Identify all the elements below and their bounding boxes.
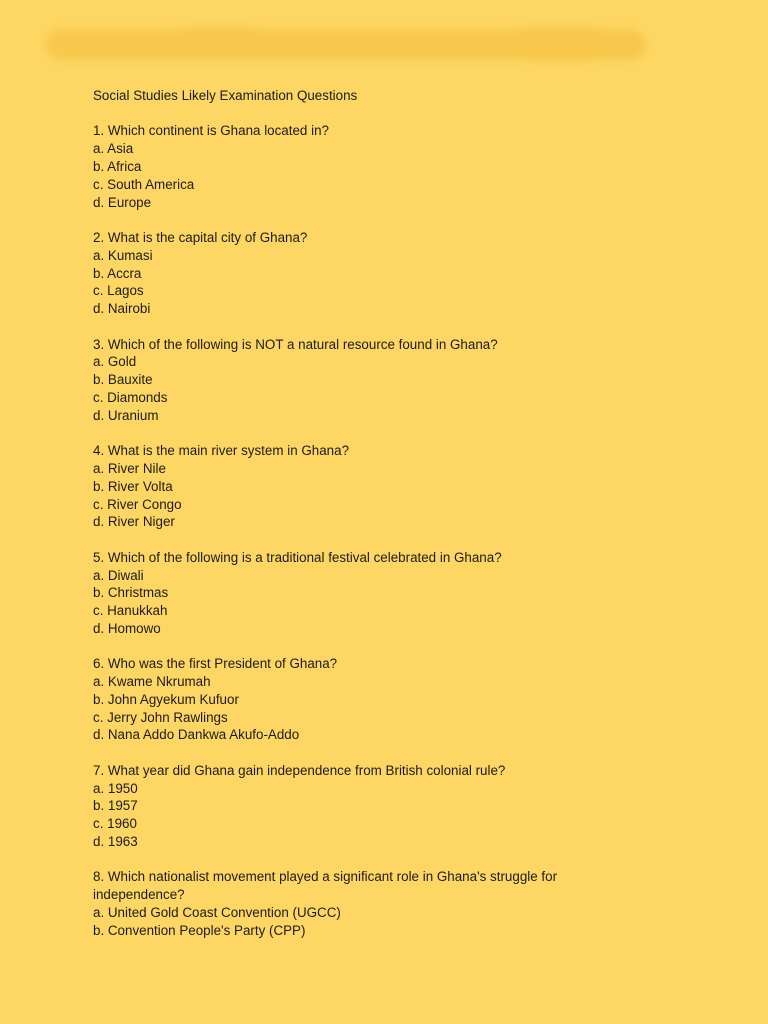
answer-option: a. Kwame Nkrumah (93, 674, 211, 690)
answer-option: a. Gold (93, 354, 137, 370)
answer-option: d. Nairobi (93, 301, 151, 317)
answer-option: b. Accra (93, 265, 142, 281)
question-block (93, 549, 693, 638)
question-text: 6. Who was the first President of Ghana? (93, 656, 338, 672)
answer-option: d. Homowo (93, 620, 161, 636)
answer-option: a. Asia (93, 141, 134, 157)
answer-option: b. Christmas (93, 585, 169, 601)
answer-option: b. 1957 (93, 798, 138, 814)
question-text: 3. Which of the following is NOT a natural resource found in Ghana? (93, 336, 498, 352)
answer-option: a. United Gold Coast Convention (UGCC) (93, 905, 341, 921)
question-block (93, 868, 693, 939)
question-text: 1. Which continent is Ghana located in? (93, 123, 329, 139)
question-text: 4. What is the main river system in Ghana? (93, 443, 350, 459)
answer-option: d. River Niger (93, 514, 175, 530)
answer-option: d. Uranium (93, 407, 159, 423)
document-title: Social Studies Likely Examination Questions (93, 88, 358, 103)
question-text: 8. Which nationalist movement played a significant role in Ghana's struggle for independence? (93, 869, 558, 903)
redaction-blur (40, 18, 654, 70)
answer-option: b. River Volta (93, 478, 173, 494)
question-block (93, 655, 693, 744)
answer-option: c. Jerry John Rawlings (93, 709, 228, 725)
answer-option: c. Diamonds (93, 389, 168, 405)
answer-option: a. Diwali (93, 567, 144, 583)
answer-option: d. Europe (93, 194, 152, 210)
answer-option: c. Lagos (93, 283, 144, 299)
answer-option: b. Bauxite (93, 372, 153, 388)
question-block (93, 762, 693, 851)
answer-option: d. 1963 (93, 834, 138, 850)
answer-option: c. South America (93, 176, 195, 192)
question-block (93, 122, 693, 211)
answer-option: b. John Agyekum Kufuor (93, 691, 239, 707)
answer-option: b. Africa (93, 158, 142, 174)
answer-option: c. River Congo (93, 496, 182, 512)
question-block (93, 229, 693, 318)
answer-option: b. Convention People's Party (CPP) (93, 922, 306, 938)
answer-option: d. Nana Addo Dankwa Akufo-Addo (93, 727, 300, 743)
answer-option: c. Hanukkah (93, 603, 168, 619)
question-text: 7. What year did Ghana gain independence from British colonial rule? (93, 762, 506, 778)
question-text: 5. Which of the following is a traditional festival celebrated in Ghana? (93, 549, 502, 565)
answer-option: a. 1950 (93, 780, 138, 796)
answer-option: a. Kumasi (93, 247, 153, 263)
question-block (93, 442, 693, 531)
answer-option: a. River Nile (93, 460, 166, 476)
document-content (93, 87, 693, 957)
question-block (93, 336, 693, 425)
question-text: 2. What is the capital city of Ghana? (93, 229, 308, 245)
question-list (93, 122, 693, 939)
answer-option: c. 1960 (93, 816, 137, 832)
